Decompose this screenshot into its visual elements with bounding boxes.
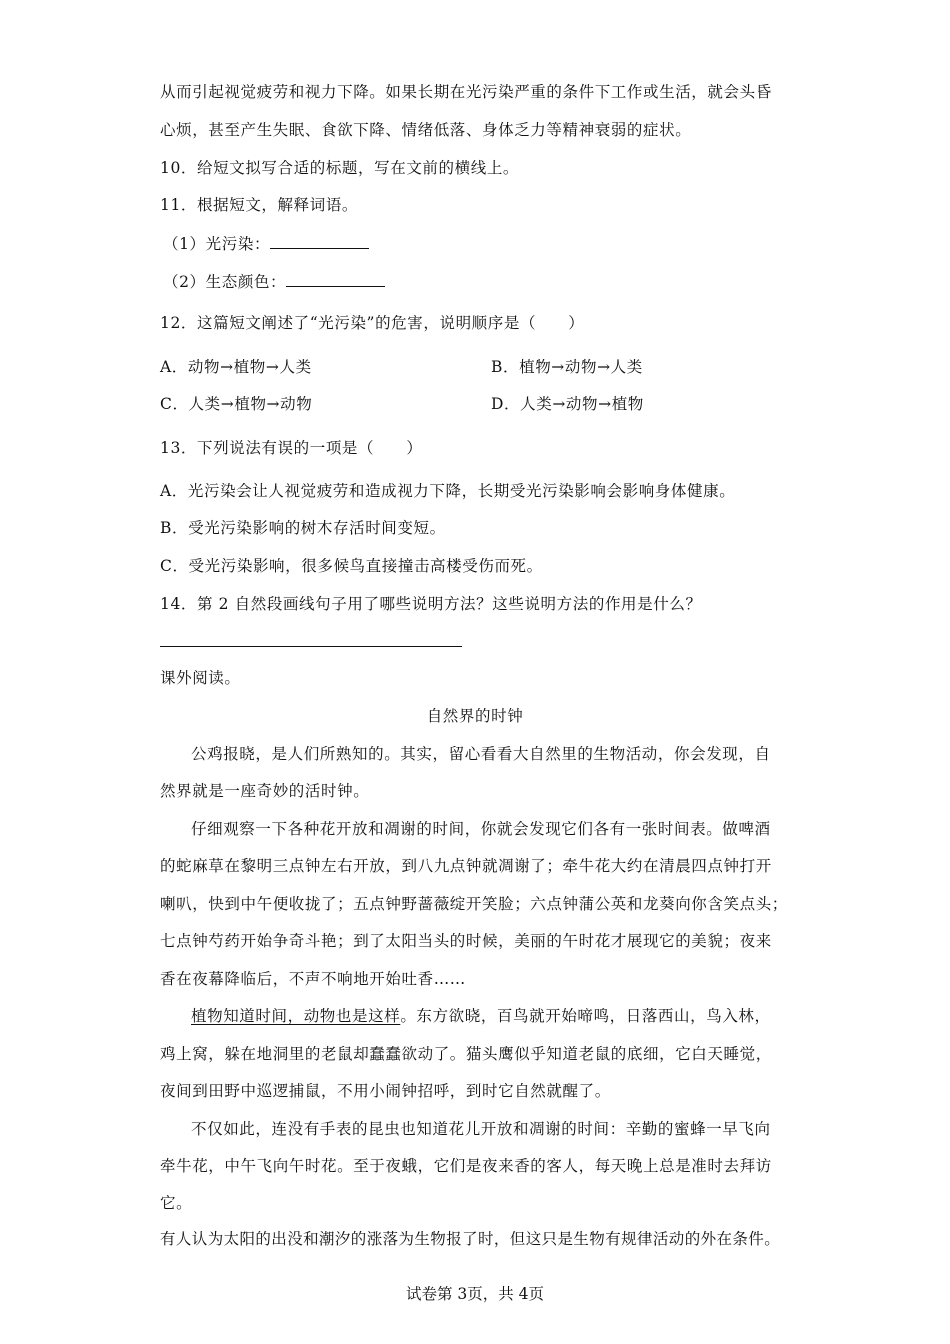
question-11: 11．根据短文，解释词语。 <box>160 196 359 214</box>
q12-option-b[interactable]: B．植物→动物→人类 <box>491 358 643 376</box>
paragraph-1-line-1: 公鸡报晓，是人们所熟知的。其实，留心看看大自然里的生物活动，你会发现，自 <box>191 745 771 763</box>
extra-reading-label: 课外阅读。 <box>160 669 241 687</box>
paragraph-2-line-3: 喇叭，快到中午便收拢了；五点钟野蔷薇绽开笑脸；六点钟蒲公英和龙葵向你含笑点头； <box>160 895 788 913</box>
paragraph-3-line-1 <box>191 1004 771 1026</box>
question-10: 10．给短文拟写合适的标题，写在文前的横线上。 <box>160 159 520 177</box>
q12-option-c[interactable]: C．人类→植物→动物 <box>160 395 313 413</box>
paragraph-2-line-1: 仔细观察一下各种花开放和凋谢的时间，你就会发现它们各有一张时间表。做啤酒 <box>191 820 771 838</box>
q13-option-b[interactable]: B．受光污染影响的树木存活时间变短。 <box>160 519 446 537</box>
q13-option-c[interactable]: C．受光污染影响，很多候鸟直接撞击高楼受伤而死。 <box>160 557 543 575</box>
paragraph-2-line-2: 的蛇麻草在黎明三点钟左右开放，到八九点钟就凋谢了；牵牛花大约在清晨四点钟打开 <box>160 857 772 875</box>
paragraph-4-line-1: 不仅如此，连没有手表的昆虫也知道花儿开放和凋谢的时间：辛勤的蜜蜂一早飞向 <box>191 1120 771 1138</box>
sub-1-label: （1）光污染： <box>163 235 271 253</box>
q13-option-a[interactable]: A．光污染会让人视觉疲劳和造成视力下降，长期受光污染影响会影响身体健康。 <box>160 482 736 500</box>
question-11-sub-2 <box>163 269 385 292</box>
q12-option-a[interactable]: A．动物→植物→人类 <box>160 358 312 376</box>
q12-option-d[interactable]: D．人类→动物→植物 <box>491 395 644 413</box>
underlined-sentence: 植物知道时间，动物也是这样 <box>191 1007 401 1025</box>
sub-2-label: （2）生态颜色： <box>163 273 287 291</box>
paragraph-4-line-3: 它。 <box>160 1194 193 1212</box>
paragraph-1-line-2: 然界就是一座奇妙的活时钟。 <box>160 782 370 800</box>
question-11-sub-1 <box>163 231 369 254</box>
question-13: 13．下列说法有误的一项是（ ） <box>160 439 423 457</box>
answer-line-14[interactable] <box>160 646 462 647</box>
paragraph-2-line-5: 香在夜幕降临后，不声不响地开始吐香…… <box>160 970 466 988</box>
paragraph-2-line-4: 七点钟芍药开始争奇斗艳；到了太阳当头的时候，美丽的午时花才展现它的美貌；夜来 <box>160 932 772 950</box>
article-title: 自然界的时钟 <box>426 707 524 725</box>
question-12: 12．这篇短文阐述了“光污染”的危害，说明顺序是（ ） <box>160 314 585 332</box>
question-14: 14．第 2 自然段画线句子用了哪些说明方法？这些说明方法的作用是什么？ <box>160 595 702 613</box>
passage-end-line-1: 从而引起视觉疲劳和视力下降。如果长期在光污染严重的条件下工作或生活，就会头昏 <box>160 83 772 101</box>
passage-end-line-2: 心烦，甚至产生失眠、食欲下降、情绪低落、身体乏力等精神衰弱的症状。 <box>160 121 692 139</box>
page-footer: 试卷第 3页，共 4页 <box>405 1285 545 1303</box>
paragraph-5-line-1: 有人认为太阳的出没和潮汐的涨落为生物报了时，但这只是生物有规律活动的外在条件。 <box>160 1230 781 1248</box>
paragraph-3-line-3: 夜间到田野中巡逻捕鼠，不用小闹钟招呼，到时它自然就醒了。 <box>160 1082 611 1100</box>
paragraph-3-line-1-rest: 。东方欲晓，百鸟就开始啼鸣，日落西山，鸟入林， <box>400 1007 771 1025</box>
paragraph-3-line-2: 鸡上窝，躲在地洞里的老鼠却蠢蠢欲动了。猫头鹰似乎知道老鼠的底细，它白天睡觉， <box>160 1045 772 1063</box>
paragraph-4-line-2: 牵牛花，中午飞向午时花。至于夜蛾，它们是夜来香的客人，每天晚上总是准时去拜访 <box>160 1157 772 1175</box>
answer-blank-2[interactable] <box>286 269 385 287</box>
answer-blank-1[interactable] <box>270 231 369 249</box>
